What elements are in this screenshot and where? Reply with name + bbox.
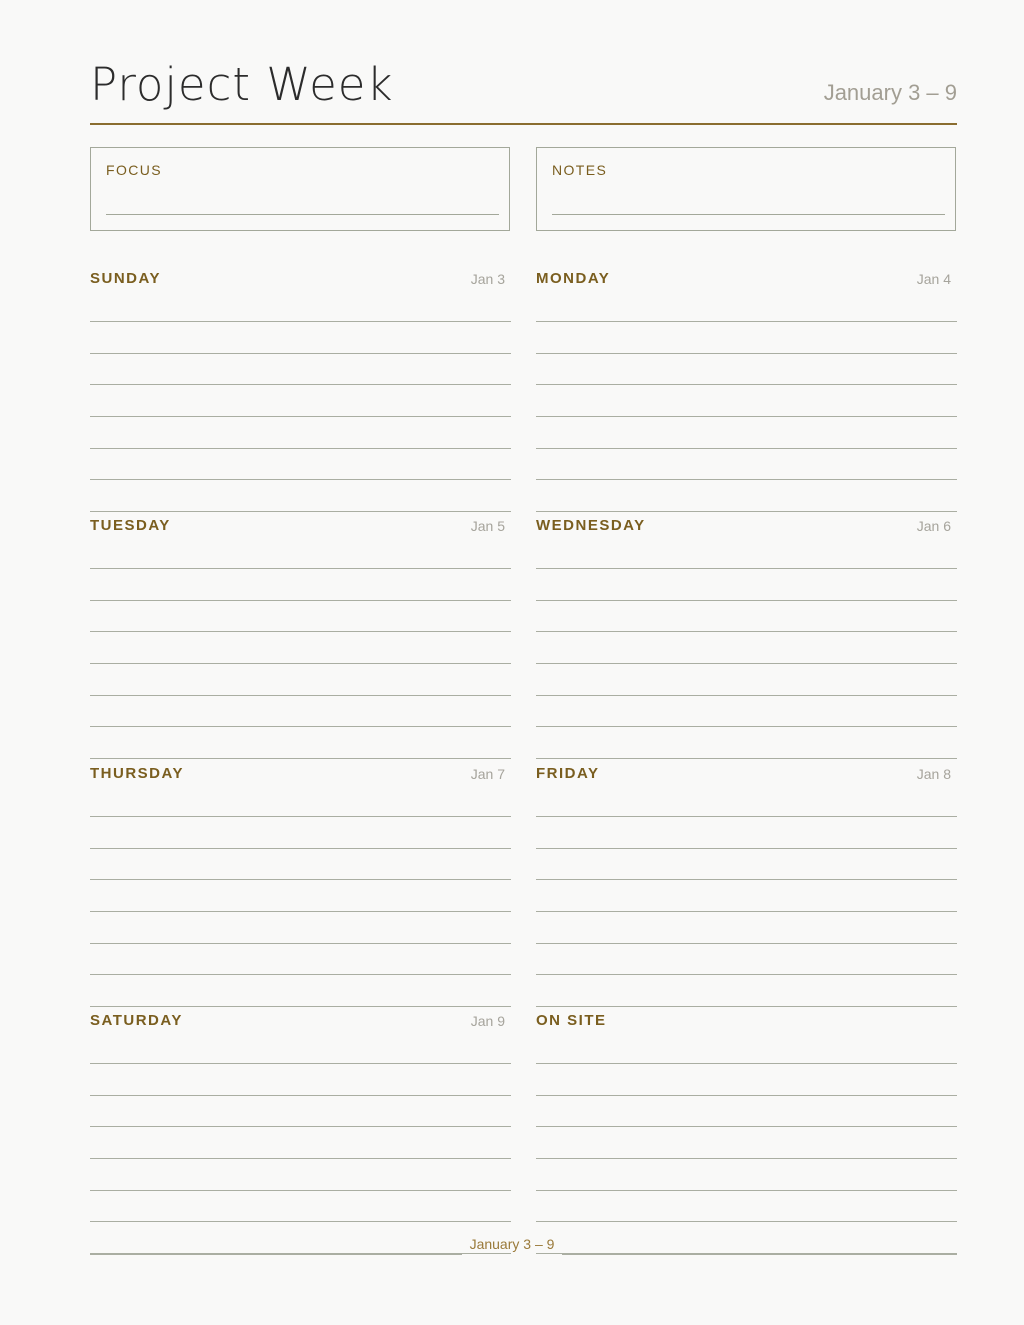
write-line[interactable] xyxy=(90,511,511,512)
write-line[interactable] xyxy=(536,1158,957,1159)
focus-label: FOCUS xyxy=(106,162,162,178)
write-line[interactable] xyxy=(90,1190,511,1191)
day-date: Jan 5 xyxy=(470,518,505,534)
write-line[interactable] xyxy=(90,479,511,480)
focus-write-line[interactable] xyxy=(106,214,499,215)
day-date: Jan 4 xyxy=(916,271,951,287)
page-title: Project Week xyxy=(90,58,394,111)
write-line[interactable] xyxy=(536,321,957,322)
day-date: Jan 3 xyxy=(470,271,505,287)
write-line[interactable] xyxy=(536,726,957,727)
write-line[interactable] xyxy=(90,384,511,385)
write-line[interactable] xyxy=(536,479,957,480)
write-line[interactable] xyxy=(90,974,511,975)
write-line[interactable] xyxy=(90,600,511,601)
write-line[interactable] xyxy=(536,1190,957,1191)
day-name: SATURDAY xyxy=(90,1012,183,1029)
write-line[interactable] xyxy=(536,848,957,849)
write-line[interactable] xyxy=(536,663,957,664)
write-line[interactable] xyxy=(90,911,511,912)
notes-box xyxy=(536,147,956,231)
write-line[interactable] xyxy=(536,911,957,912)
write-line[interactable] xyxy=(536,353,957,354)
write-line[interactable] xyxy=(90,416,511,417)
write-line[interactable] xyxy=(90,943,511,944)
day-name: THURSDAY xyxy=(90,765,184,782)
write-line[interactable] xyxy=(90,631,511,632)
write-line[interactable] xyxy=(90,848,511,849)
write-line[interactable] xyxy=(536,511,957,512)
write-line[interactable] xyxy=(90,758,511,759)
write-line[interactable] xyxy=(536,1095,957,1096)
write-line[interactable] xyxy=(90,663,511,664)
header-divider xyxy=(90,123,957,125)
day-name: MONDAY xyxy=(536,270,611,287)
write-line[interactable] xyxy=(536,448,957,449)
focus-box xyxy=(90,147,510,231)
day-date: Jan 9 xyxy=(470,1013,505,1029)
write-line[interactable] xyxy=(536,1221,957,1222)
date-range: January 3 – 9 xyxy=(823,80,957,105)
write-line[interactable] xyxy=(90,816,511,817)
day-name: SUNDAY xyxy=(90,270,161,287)
day-name: WEDNESDAY xyxy=(536,517,646,534)
write-line[interactable] xyxy=(536,758,957,759)
write-line[interactable] xyxy=(90,879,511,880)
footer-date-range: January 3 – 9 xyxy=(469,1236,555,1252)
footer-line-left xyxy=(90,1254,462,1255)
footer-line-right xyxy=(562,1254,957,1255)
write-line[interactable] xyxy=(536,974,957,975)
write-line[interactable] xyxy=(536,1126,957,1127)
write-line[interactable] xyxy=(90,353,511,354)
write-line[interactable] xyxy=(90,1158,511,1159)
write-line[interactable] xyxy=(90,568,511,569)
notes-label: NOTES xyxy=(552,162,608,178)
write-line[interactable] xyxy=(536,1006,957,1007)
write-line[interactable] xyxy=(536,943,957,944)
day-date: Jan 7 xyxy=(470,766,505,782)
write-line[interactable] xyxy=(536,600,957,601)
write-line[interactable] xyxy=(536,384,957,385)
write-line[interactable] xyxy=(90,1006,511,1007)
write-line[interactable] xyxy=(90,1126,511,1127)
write-line[interactable] xyxy=(90,448,511,449)
day-name: ON SITE xyxy=(536,1012,607,1029)
write-line[interactable] xyxy=(536,695,957,696)
write-line[interactable] xyxy=(536,1063,957,1064)
day-date: Jan 8 xyxy=(916,766,951,782)
write-line[interactable] xyxy=(90,1221,511,1222)
write-line[interactable] xyxy=(536,879,957,880)
write-line[interactable] xyxy=(536,416,957,417)
write-line[interactable] xyxy=(90,695,511,696)
day-name: FRIDAY xyxy=(536,765,600,782)
write-line[interactable] xyxy=(536,568,957,569)
write-line[interactable] xyxy=(90,1095,511,1096)
write-line[interactable] xyxy=(536,816,957,817)
write-line[interactable] xyxy=(90,321,511,322)
write-line[interactable] xyxy=(90,1063,511,1064)
write-line[interactable] xyxy=(536,631,957,632)
notes-write-line[interactable] xyxy=(552,214,945,215)
day-date: Jan 6 xyxy=(916,518,951,534)
day-name: TUESDAY xyxy=(90,517,171,534)
write-line[interactable] xyxy=(90,726,511,727)
